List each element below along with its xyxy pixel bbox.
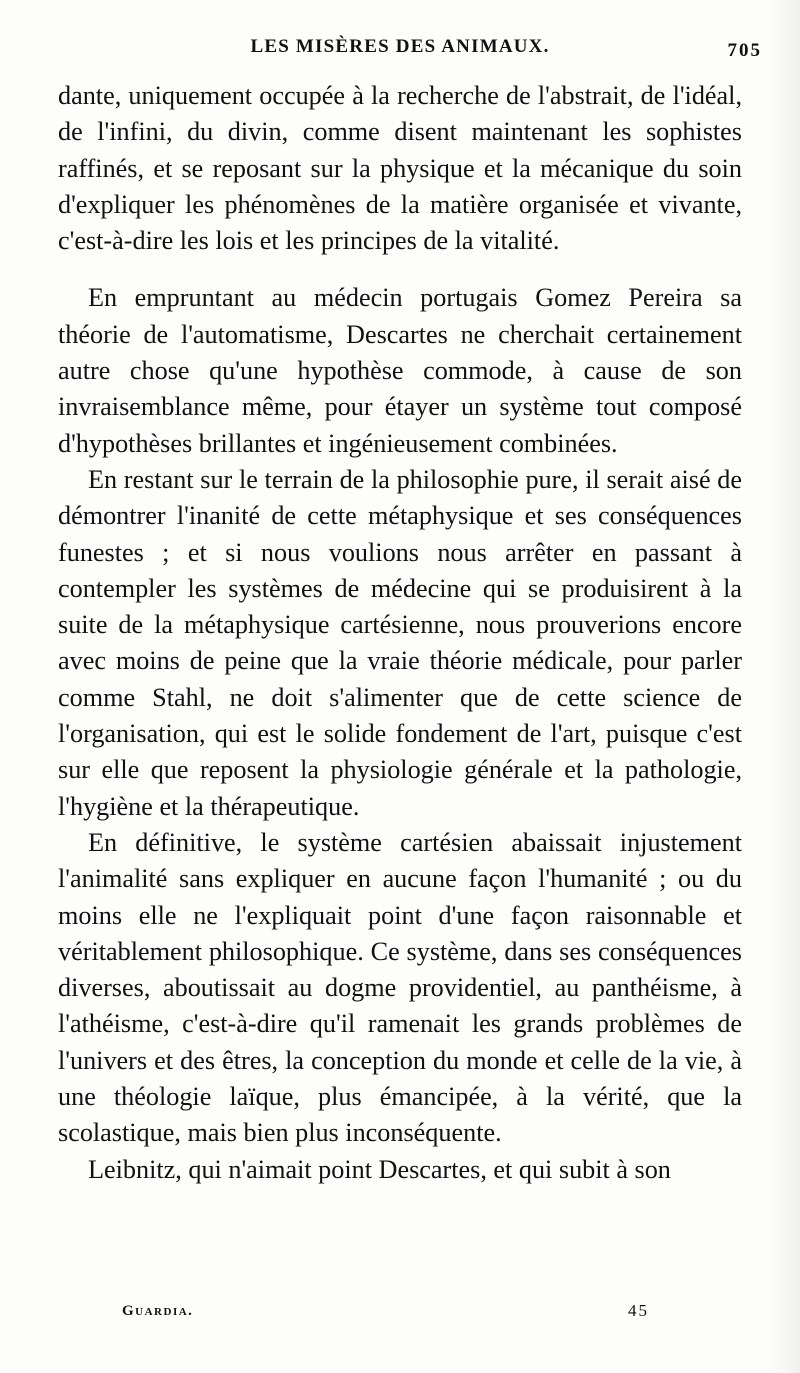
paragraph-continued: dante, uniquement occupée à la recherche de l'abstrait, de l'idéal, de l'infini, du divin, comme disent maintenant les sophistes raffinés, et se reposant sur la physique et la mécanique du soin d'expliquer les phénomènes de la matière organisée et vivante, c'est-à-dire les lois et les principes de la vitalité. (58, 81, 742, 256)
signature-mark: Guardia. (122, 1303, 194, 1319)
paragraph: En restant sur le terrain de la philosophie pure, il serait aisé de démontrer l'inanité de cette métaphysique et ses conséquences funestes ; et si nous voulions nous arrêter en passant à contempler les systèmes de médecine qui se produisirent à la suite de la métaphysique cartésienne, nous prouverions encore avec moins de peine que la vraie théorie médicale, pour parler comme Stahl, ne doit s'alimenter que de cette science de l'organisation, qui est le solide fondement de l'art, puisque c'est sur elle que reposent la physiologie générale et la pathologie, l'hygiène et la thérapeutique. (58, 464, 742, 821)
running-title: LES MISÈRES DES ANIMAUX. (250, 36, 550, 57)
paragraph: En définitive, le système cartésien abaissait injustement l'animalité sans expliquer en aucune façon l'humanité ; ou du moins elle ne l'expliquait point d'une façon raisonnable et véritablement philosophique. Ce système, dans ses conséquences diverses, aboutissait au dogme providentiel, au panthéisme, à l'athéisme, c'est-à-dire qu'il ramenait les grands problèmes de l'univers et des êtres, la conception du monde et celle de la vie, à une théologie laïque, plus émancipée, à la vérité, que la scolastique, mais bien plus inconséquente. (58, 827, 742, 1148)
text-body (58, 78, 742, 1188)
signature-number: 45 (628, 1301, 649, 1320)
page-footer (0, 1303, 800, 1327)
scan-shadow (770, 0, 800, 1373)
paragraph: Leibnitz, qui n'aimait point Descartes, et qui subit à son (88, 1154, 671, 1184)
running-head (0, 36, 800, 62)
page-number: 705 (727, 40, 762, 61)
paragraph: En empruntant au médecin portugais Gomez Pereira sa théorie de l'automatisme, Descartes ne cherchait certainement autre chose qu'une hypothèse commode, à cause de son invraisemblance même, pour étayer un système tout composé d'hypothèses brillantes et ingénieusement combinées. (58, 283, 742, 458)
